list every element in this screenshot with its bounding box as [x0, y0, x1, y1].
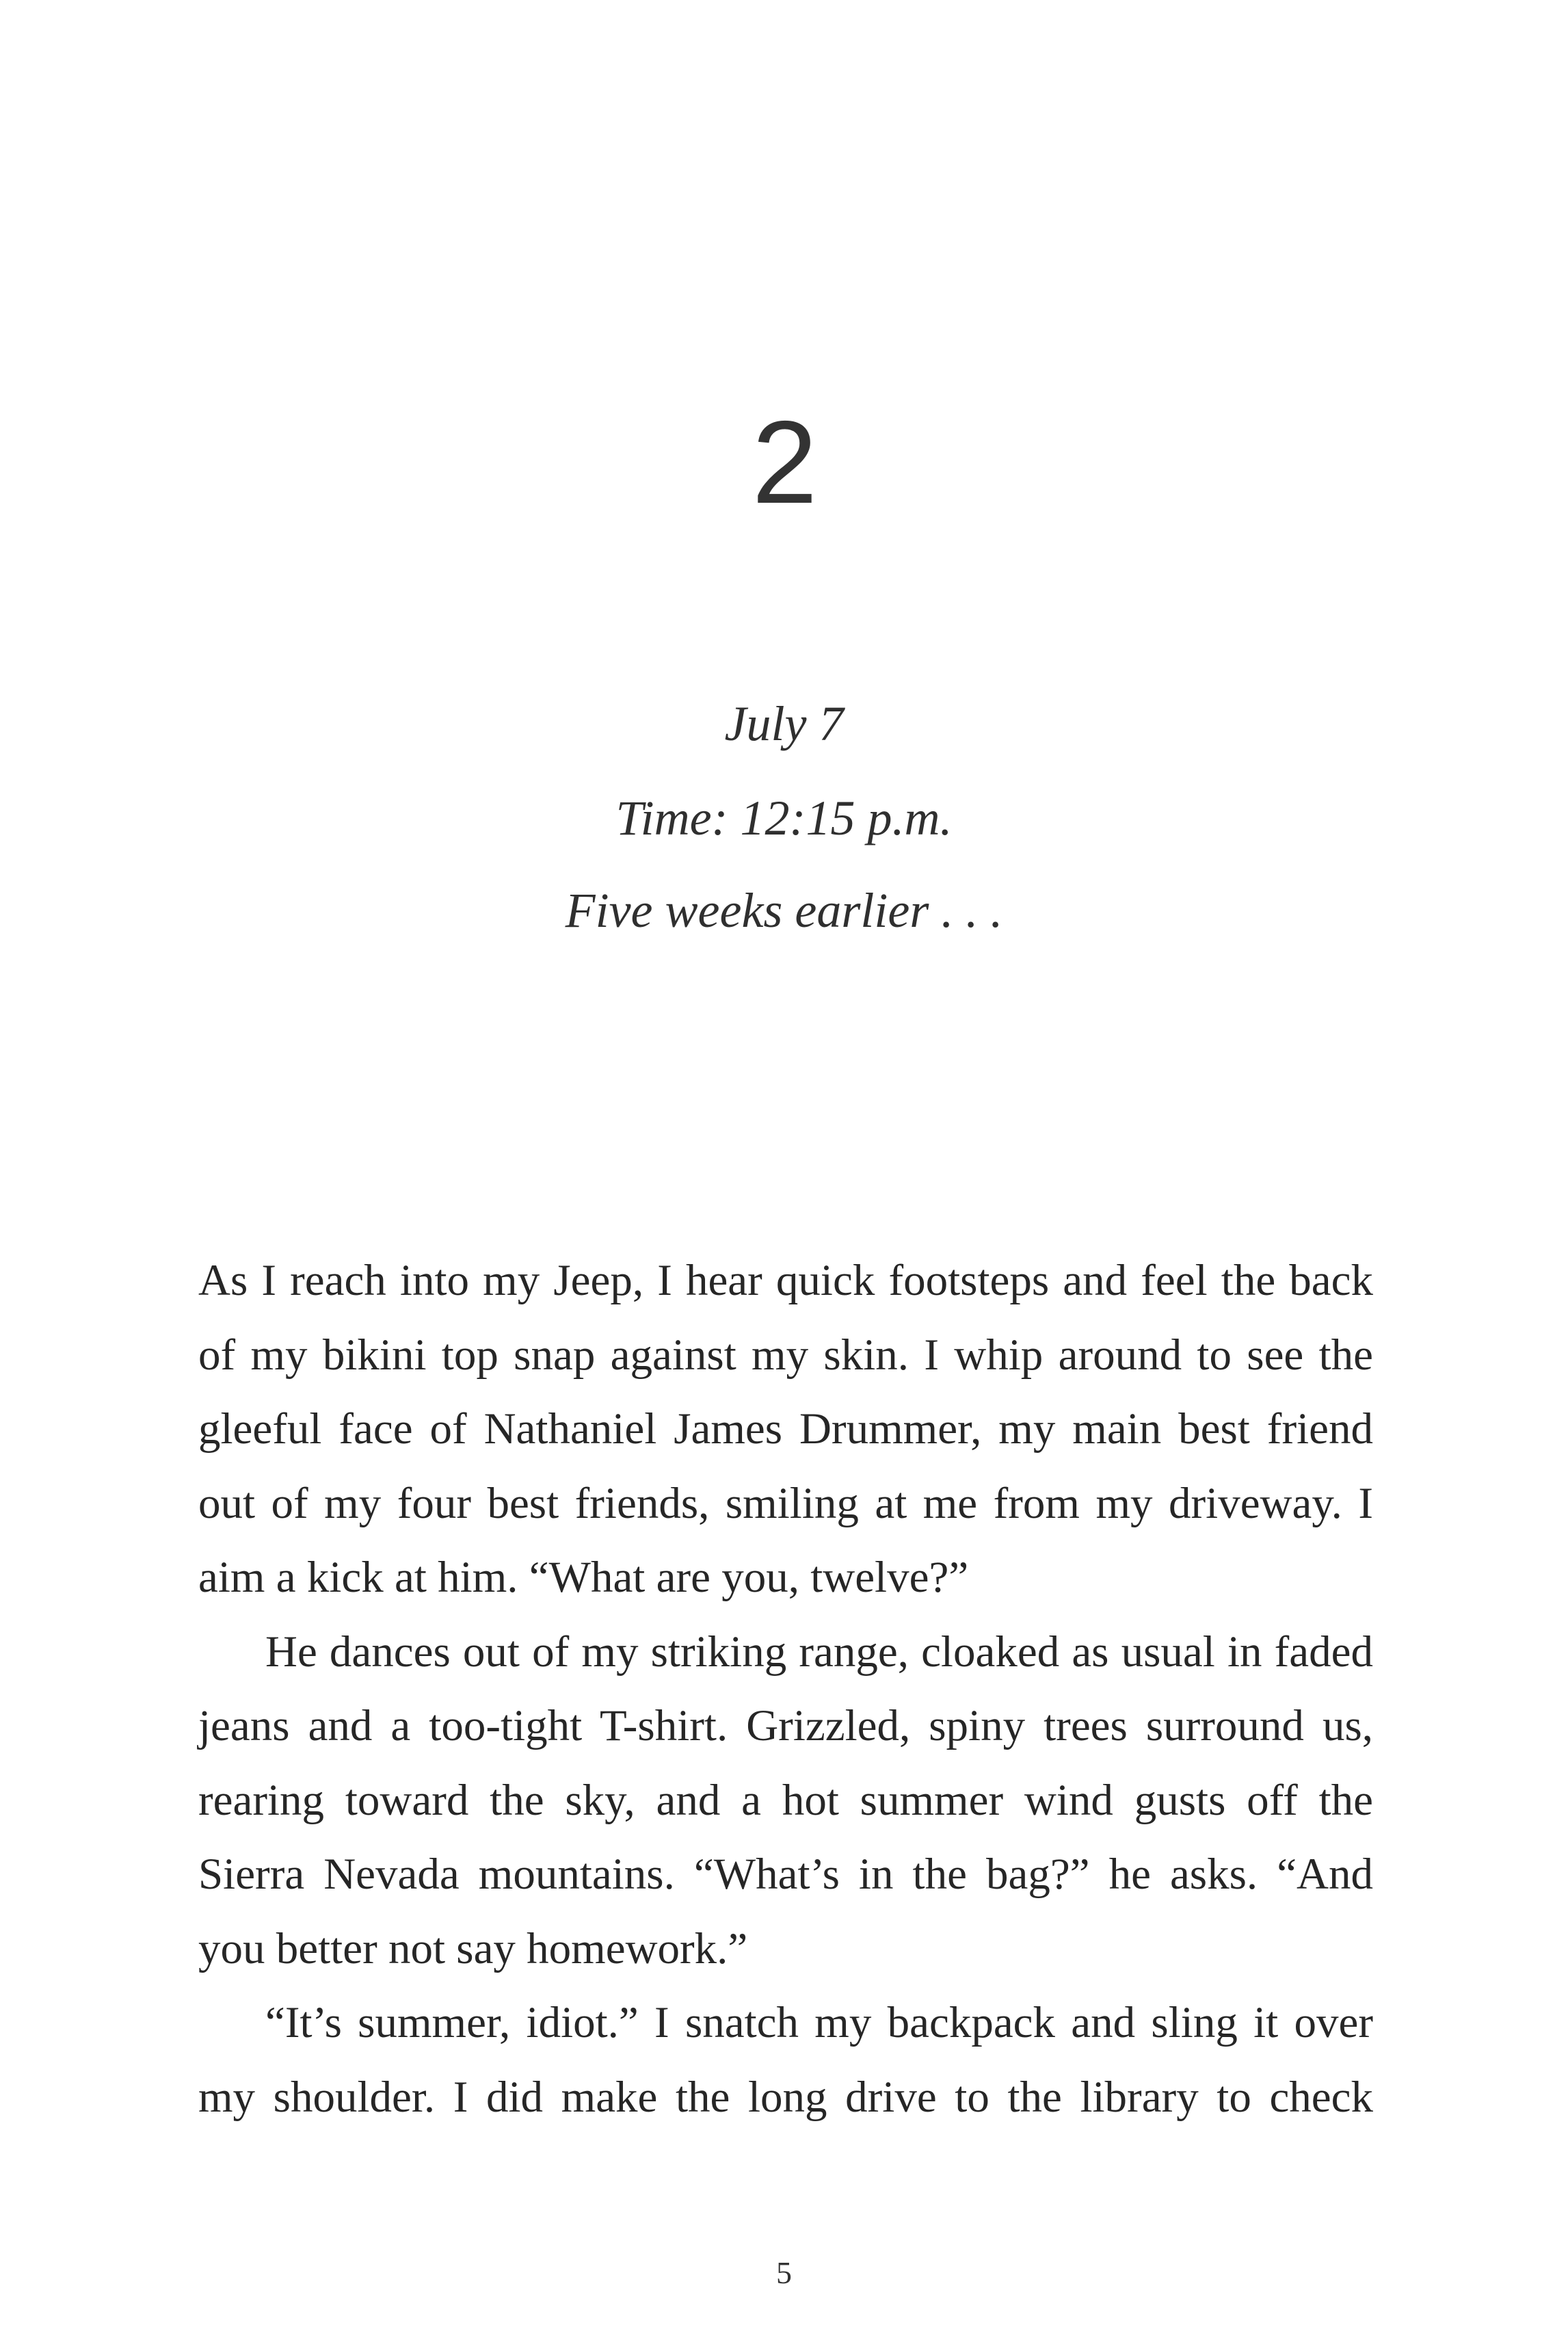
- chapter-body: [198, 1244, 1373, 2134]
- page-number: 5: [776, 2255, 792, 2290]
- dateline-note: Five weeks earlier . . .: [565, 883, 1003, 938]
- dateline-time: Time: 12:15 p.m.: [615, 791, 953, 845]
- paragraph-2: He dances out of my striking range, cloaked as usual in faded jeans and a too-tight T-shirt. Grizzled, spiny trees surround us, rearing toward the sky, and a hot summer wind gusts off the Sierra Nevada mountains. “What’s in the bag?” he asks. “And you better not say homework.”: [198, 1627, 1373, 1973]
- paragraph-1: As I reach into my Jeep, I hear quick footsteps and feel the back of my bikini top snap against my skin. I whip around to see the gleeful face of Nathaniel James Drummer, my main best friend out of my four best friends, smiling at me from my driveway. I aim a kick at him. “What are you, twelve?”: [198, 1256, 1373, 1602]
- chapter-number: 2: [752, 397, 816, 528]
- paragraph-3: “It’s summer, idiot.” I snatch my backpack and sling it over my shoulder. I did make the long drive to the library to check: [198, 1998, 1373, 2122]
- dateline-date: July 7: [724, 696, 844, 751]
